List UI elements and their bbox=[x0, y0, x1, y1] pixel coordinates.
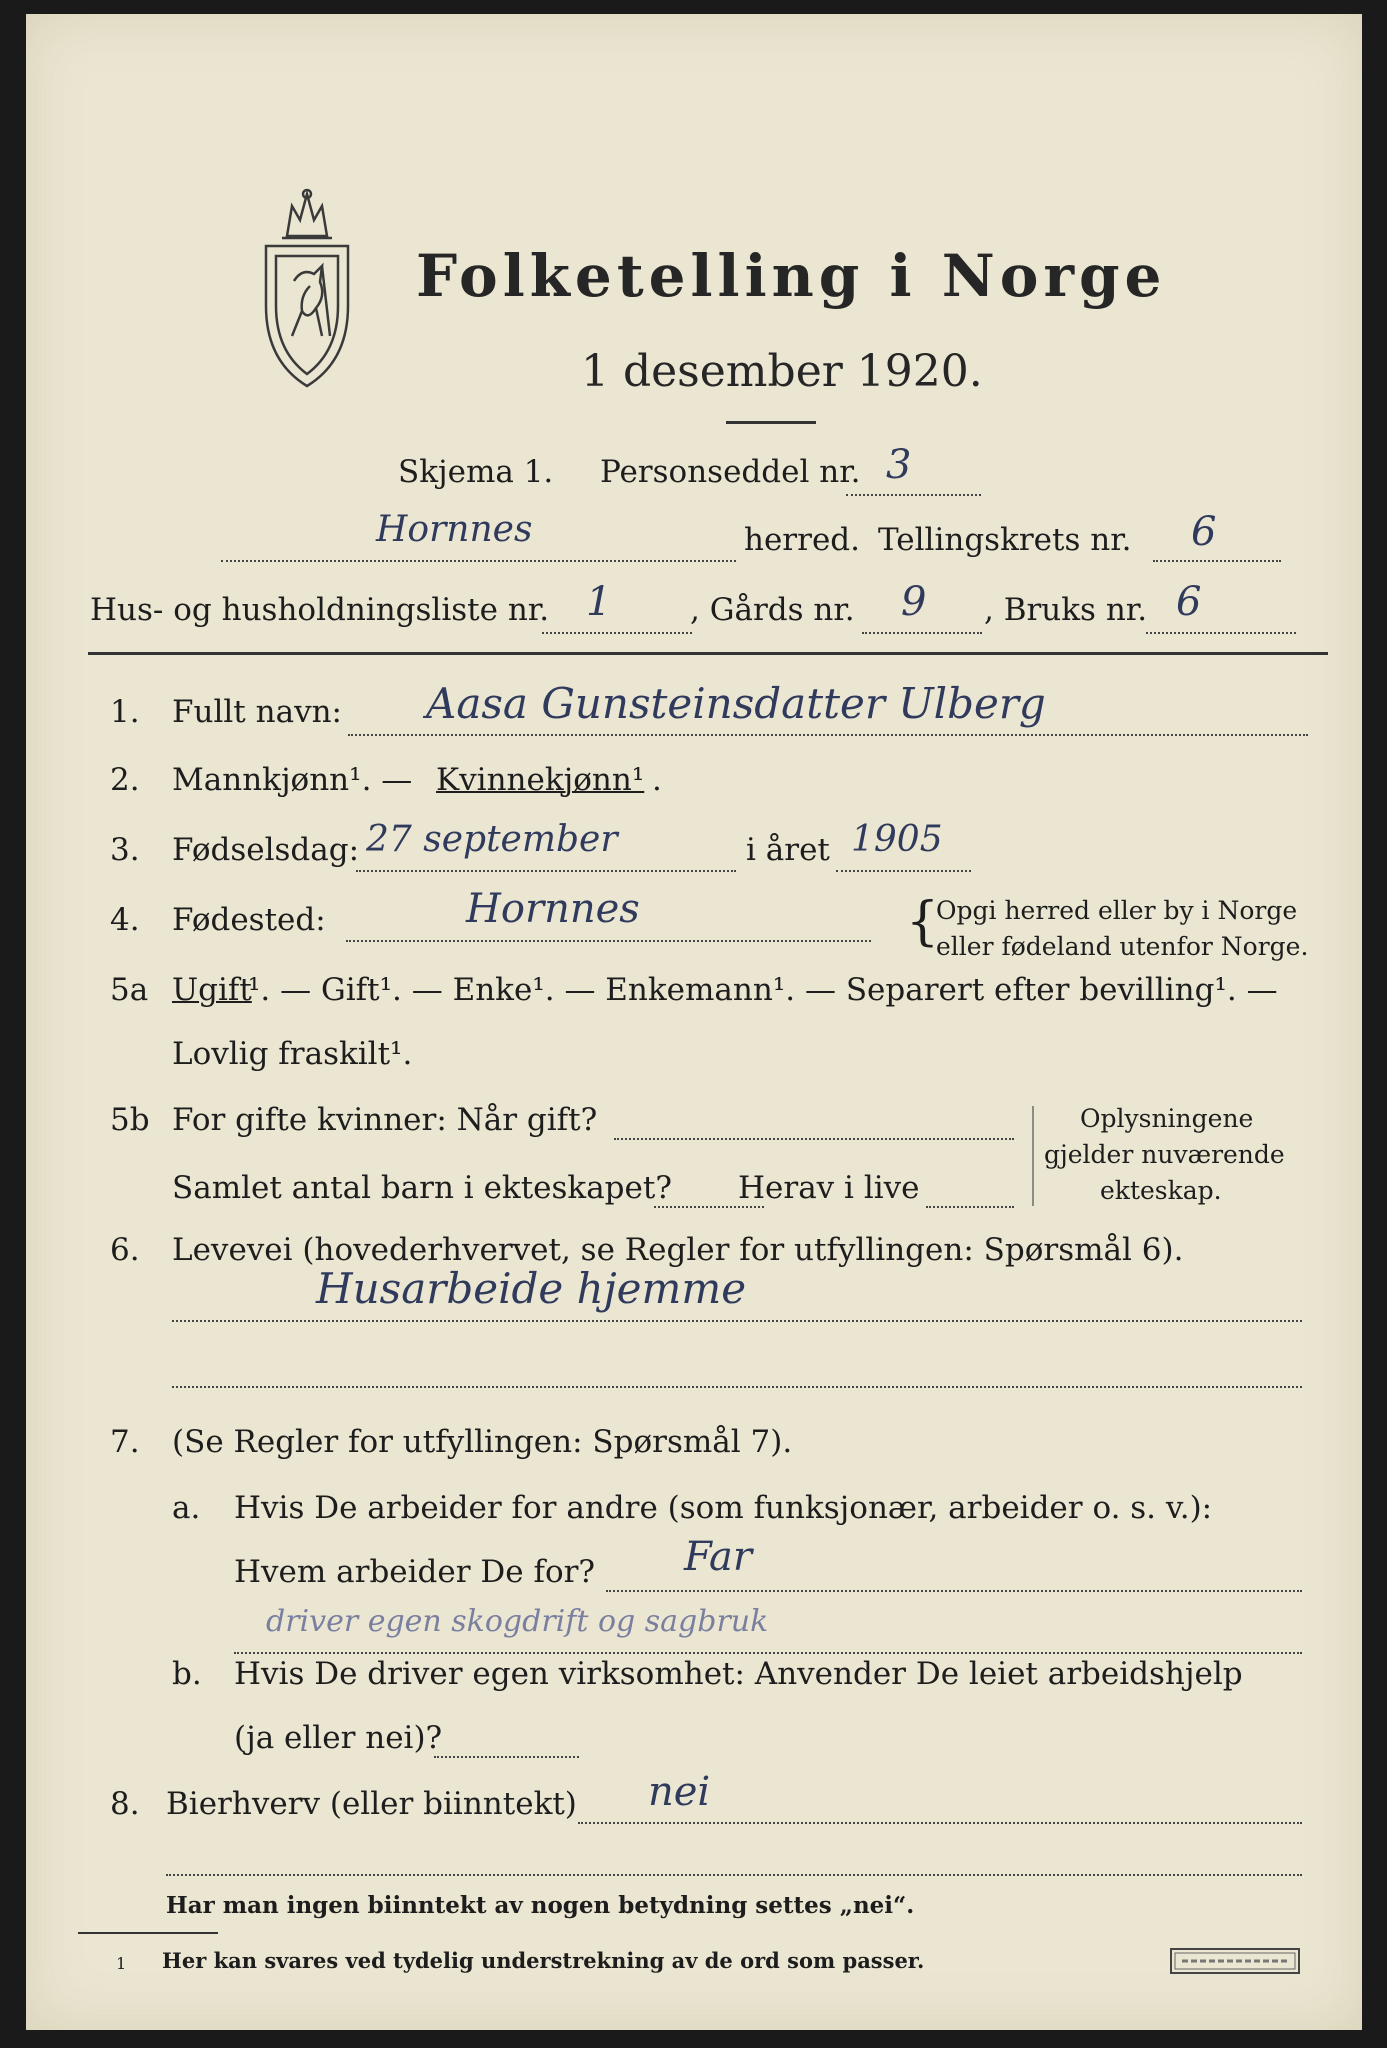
footnote-rule bbox=[78, 1932, 218, 1934]
coat-of-arms-icon bbox=[252, 186, 362, 396]
bruks-value[interactable]: 6 bbox=[1176, 579, 1202, 625]
q5b-number: 5b bbox=[110, 1102, 150, 1138]
census-date: 1 desember 1920. bbox=[581, 346, 983, 397]
q8-label: Bierhverv (eller biinntekt) bbox=[166, 1786, 577, 1822]
q7a-letter: a. bbox=[172, 1490, 201, 1526]
q4-note-2: eller fødeland utenfor Norge. bbox=[936, 932, 1309, 961]
bruks-label: , Bruks nr. bbox=[984, 592, 1148, 628]
employer-note-value[interactable]: driver egen skogdrift og sagbruk bbox=[266, 1604, 769, 1639]
q7a-line-2: Hvem arbeider De for? bbox=[234, 1554, 596, 1590]
q7b-line-2: (ja eller nei)? bbox=[234, 1720, 443, 1756]
q4-label: Fødested: bbox=[172, 902, 326, 938]
q2-end: . bbox=[652, 762, 662, 798]
title-divider bbox=[726, 421, 816, 424]
q4-number: 4. bbox=[110, 902, 140, 938]
footnote-text: Her kan svares ved tydelig understrekning av de ord som passer. bbox=[162, 1948, 925, 1973]
q8-number: 8. bbox=[110, 1786, 140, 1822]
footer-note: Har man ingen biinntekt av nogen betydning settes „nei“. bbox=[166, 1892, 915, 1919]
employer-value[interactable]: Far bbox=[684, 1534, 753, 1580]
q5b-note-3: ekteskap. bbox=[1100, 1176, 1222, 1205]
q5b-line-2: Samlet antal barn i ekteskapet? bbox=[172, 1170, 672, 1206]
q3-label: Fødselsdag: bbox=[172, 832, 360, 868]
q1-number: 1. bbox=[110, 694, 140, 730]
q5b-note-2: gjelder nuværende bbox=[1044, 1140, 1285, 1169]
occupation-value[interactable]: Husarbeide hjemme bbox=[316, 1264, 747, 1313]
q7b-line-1: Hvis De driver egen virksomhet: Anvender De leiet arbeidshjelp bbox=[234, 1656, 1243, 1692]
q2-number: 2. bbox=[110, 762, 140, 798]
personseddel-value[interactable]: 3 bbox=[886, 442, 912, 488]
tellingskrets-label: Tellingskrets nr. bbox=[878, 522, 1132, 558]
hus-label: Hus- og husholdningsliste nr. bbox=[90, 592, 550, 628]
skjema-label: Skjema 1. bbox=[398, 454, 554, 490]
q7-number: 7. bbox=[110, 1424, 140, 1460]
q6-number: 6. bbox=[110, 1232, 140, 1268]
q5a-number: 5a bbox=[110, 972, 149, 1008]
q4-note-1: Opgi herred eller by i Norge bbox=[936, 896, 1298, 925]
q5b-side-rule bbox=[1032, 1106, 1034, 1206]
hus-value[interactable]: 1 bbox=[586, 579, 612, 625]
marital-options[interactable]: ¹. — Gift¹. — Enke¹. — Enkemann¹. — Separert efter bevilling¹. — bbox=[248, 972, 1278, 1008]
unmarried-option[interactable]: Ugift bbox=[172, 972, 252, 1008]
q1-label: Fullt navn: bbox=[172, 694, 342, 730]
q5b-line-1: For gifte kvinner: Når gift? bbox=[172, 1102, 598, 1138]
tellingskrets-value[interactable]: 6 bbox=[1191, 509, 1217, 555]
q3-number: 3. bbox=[110, 832, 140, 868]
side-income-value[interactable]: nei bbox=[648, 1769, 711, 1815]
gards-value[interactable]: 9 bbox=[901, 579, 927, 625]
form-title: Folketelling i Norge bbox=[416, 242, 1167, 310]
herred-label: herred. bbox=[744, 522, 860, 558]
header-rule bbox=[88, 652, 1328, 655]
q7b-letter: b. bbox=[172, 1656, 202, 1692]
divorced-option[interactable]: Lovlig fraskilt¹. bbox=[172, 1036, 413, 1072]
birth-year-value[interactable]: 1905 bbox=[851, 819, 943, 860]
year-label: i året bbox=[746, 832, 830, 868]
female-option[interactable]: Kvinnekjønn¹ bbox=[436, 762, 645, 798]
q7a-line-1: Hvis De arbeider for andre (som funksjonær, arbeider o. s. v.): bbox=[234, 1490, 1213, 1526]
q5b-note-1: Oplysningene bbox=[1080, 1104, 1254, 1133]
full-name-value[interactable]: Aasa Gunsteinsdatter Ulberg bbox=[426, 679, 1046, 728]
footnote-mark: 1 bbox=[116, 1954, 127, 1973]
male-option[interactable]: Mannkjønn¹. — bbox=[172, 762, 413, 798]
birthday-value[interactable]: 27 september bbox=[366, 819, 618, 860]
herred-value[interactable]: Hornnes bbox=[376, 509, 533, 550]
personseddel-label: Personseddel nr. bbox=[600, 454, 861, 490]
q5b-herav: Herav i live bbox=[738, 1170, 920, 1206]
brace-icon: { bbox=[906, 892, 940, 952]
printer-stamp-icon bbox=[1170, 1948, 1300, 1974]
q7-label: (Se Regler for utfyllingen: Spørsmål 7). bbox=[172, 1424, 793, 1460]
gards-label: , Gårds nr. bbox=[690, 592, 855, 628]
census-form bbox=[26, 14, 1362, 2030]
birthplace-value[interactable]: Hornnes bbox=[466, 886, 640, 932]
q6-label: Levevei (hovederhvervet, se Regler for utfyllingen: Spørsmål 6). bbox=[172, 1232, 1184, 1268]
